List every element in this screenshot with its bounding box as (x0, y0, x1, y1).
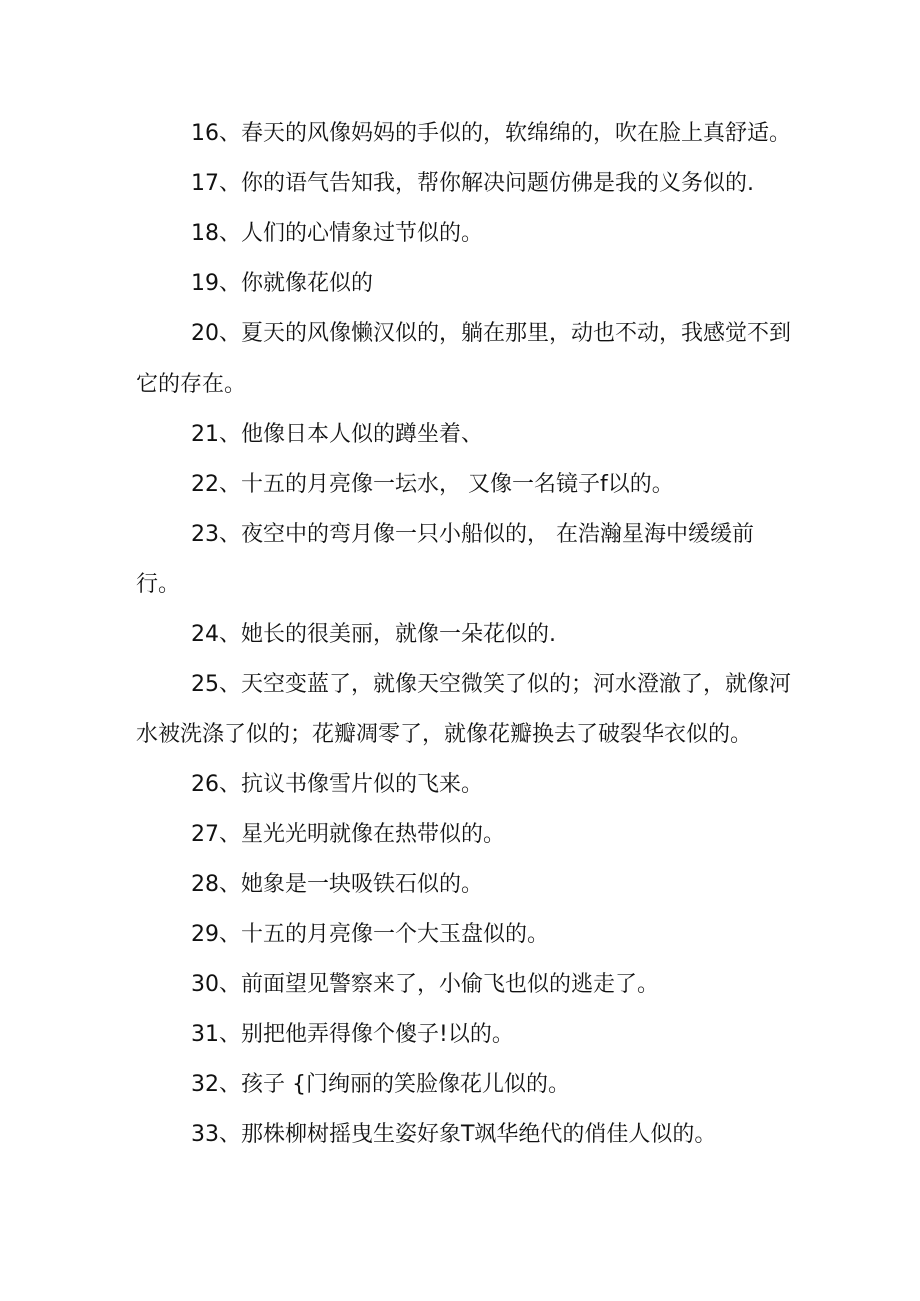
list-item-27: 27、星光光明就像在热带似的。 (191, 822, 505, 847)
list-item-24: 24、她长的很美丽，就像一朵花似的. (191, 622, 556, 647)
list-item-23-continuation: 行。 (136, 572, 181, 597)
list-item-26: 26、抗议书像雪片似的飞来。 (191, 772, 483, 797)
list-item-18: 18、人们的心情象过节似的。 (191, 221, 483, 246)
list-item-22: 22、十五的月亮像一坛水， 又像一名镜子f以的。 (191, 472, 674, 497)
list-item-20: 20、夏天的风像懒汉似的，躺在那里，动也不动，我感觉不到 (191, 321, 791, 346)
list-item-16: 16、春天的风像妈妈的手似的，软绵绵的，吹在脸上真舒适。 (191, 121, 791, 146)
list-item-31: 31、别把他弄得像个傻子!以的。 (191, 1022, 514, 1047)
list-item-21: 21、他像日本人似的蹲坐着、 (191, 422, 483, 447)
list-item-19: 19、你就像花似的 (191, 271, 373, 296)
list-item-28: 28、她象是一块吸铁石似的。 (191, 872, 483, 897)
list-item-29: 29、十五的月亮像一个大玉盘似的。 (191, 922, 549, 947)
list-item-32: 32、孩子 {门绚丽的笑脸像花儿似的。 (191, 1072, 570, 1097)
list-item-25: 25、天空变蓝了，就像天空微笑了似的；河水澄澈了，就像河 (191, 672, 791, 697)
list-item-33: 33、那株柳树摇曳生姿好象T飒华绝代的俏佳人似的。 (191, 1122, 717, 1147)
list-item-23: 23、夜空中的弯月像一只小船似的， 在浩瀚星海中缓缓前 (191, 522, 754, 547)
list-item-17: 17、你的语气告知我，帮你解决问题仿佛是我的义务似的. (191, 171, 754, 196)
list-item-25-continuation: 水被洗涤了似的；花瓣凋零了，就像花瓣换去了破裂华衣似的。 (136, 722, 753, 747)
list-item-30: 30、前面望见警察来了，小偷飞也似的逃走了。 (191, 972, 659, 997)
list-item-20-continuation: 它的存在。 (136, 372, 247, 397)
